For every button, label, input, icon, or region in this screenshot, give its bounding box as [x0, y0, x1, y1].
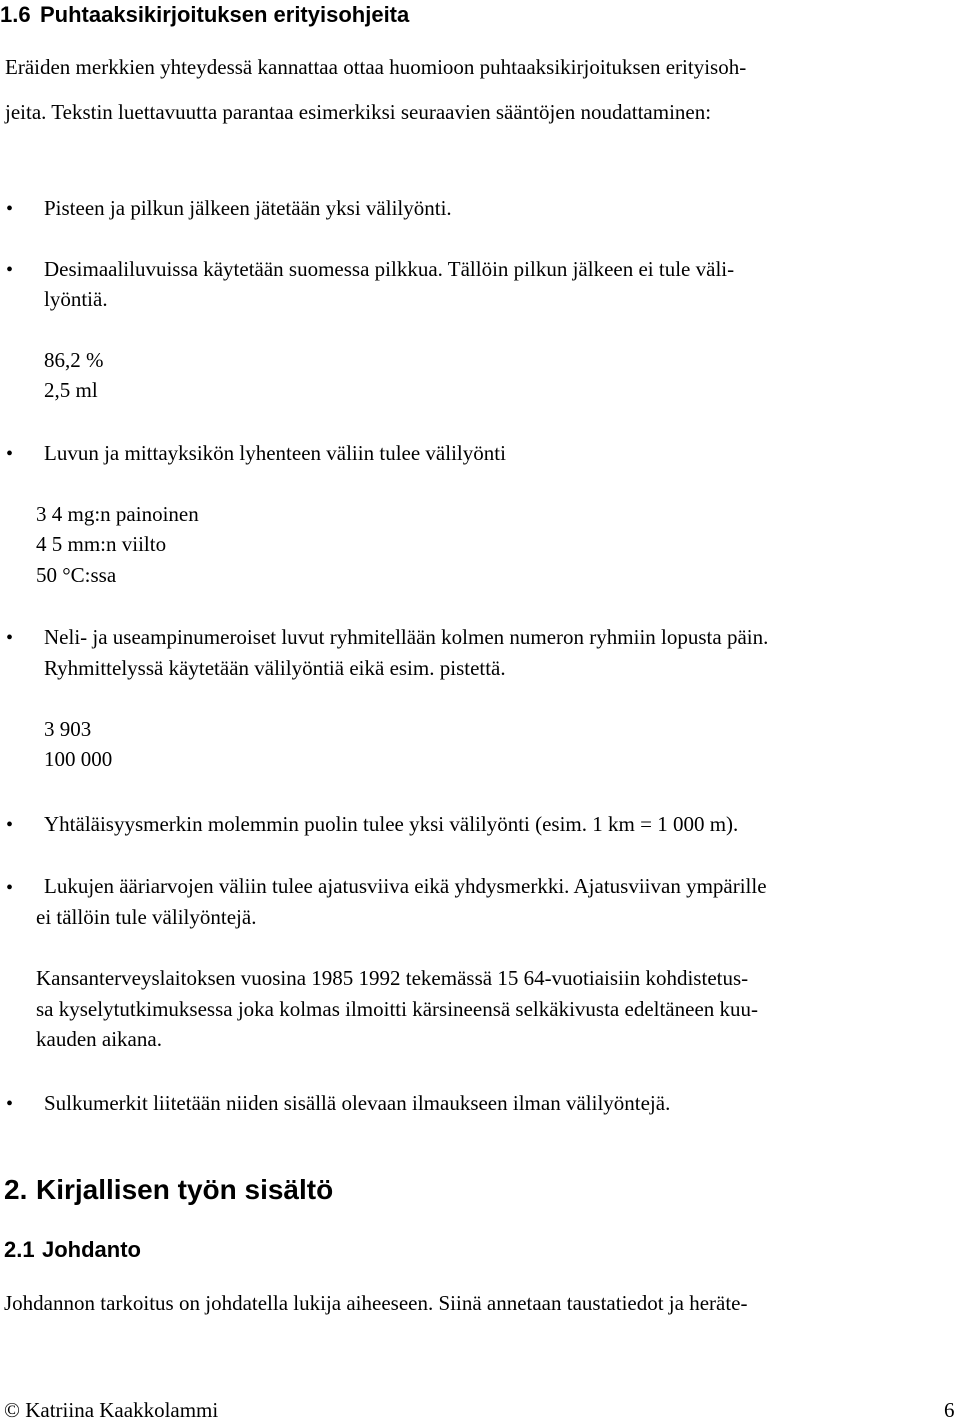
rule-7: Sulkumerkit liitetään niiden sisällä olevaan ilmaukseen ilman välilyöntejä. [44, 1091, 671, 1115]
bullet-icon: • [6, 443, 14, 465]
example-line: sa kyselytutkimuksessa joka kolmas ilmoitti kärsineensä selkäkivusta edeltäneen kuu- [36, 997, 759, 1021]
bullet-icon: • [6, 1093, 14, 1115]
bullet-icon: • [6, 198, 14, 220]
bullet-icon: • [6, 259, 14, 281]
example-line: 86,2 % [44, 348, 104, 372]
example-line: 3 4 mg:n painoinen [36, 502, 199, 526]
rule-5: Yhtäläisyysmerkin molemmin puolin tulee yksi välilyönti (esim. 1 km = 1 000 m). [44, 812, 739, 836]
example-line: kauden aikana. [36, 1027, 162, 1051]
bullet-icon: • [6, 877, 14, 899]
section-number: 1.6 [0, 2, 31, 27]
example-line: 2,5 ml [44, 378, 98, 402]
johdanto-paragraph: Johdannon tarkoitus on johdatella lukija aiheeseen. Siinä annetaan taustatiedot ja heräte- [4, 1291, 748, 1315]
bullet-icon: • [6, 814, 14, 836]
chapter-number: 2. [4, 1174, 28, 1205]
example-line: 4 5 mm:n viilto [36, 532, 167, 556]
example-line: 3 903 [44, 717, 92, 741]
rule-6-line-1: Lukujen ääriarvojen väliin tulee ajatusviiva eikä yhdysmerkki. Ajatusviivan ympärille [44, 874, 767, 898]
rule-6-line-2: ei tällöin tule välilyöntejä. [36, 905, 257, 929]
rule-1: Pisteen ja pilkun jälkeen jätetään yksi välilyönti. [44, 196, 452, 220]
section-title: Johdanto [42, 1237, 141, 1262]
bullet-icon: • [6, 627, 14, 649]
rule-2-line-1: Desimaaliluvuissa käytetään suomessa pilkkua. Tällöin pilkun jälkeen ei tule väli- [44, 257, 735, 281]
section-heading-2-1 [4, 1237, 141, 1263]
rule-4-line-1: Neli- ja useampinumeroiset luvut ryhmitellään kolmen numeron ryhmiin lopusta päin. [44, 625, 769, 649]
example-line: 100 000 [44, 747, 113, 771]
example-line: Kansanterveyslaitoksen vuosina 1985 1992 tekemässä 15 64-vuotiaisiin kohdistetus- [36, 966, 749, 990]
rule-2-line-2: lyöntiä. [44, 287, 108, 311]
example-line: 50 °C:ssa [36, 563, 117, 587]
section-heading-1-6 [0, 2, 409, 28]
section-number: 2.1 [4, 1237, 35, 1262]
chapter-title: Kirjallisen työn sisältö [36, 1174, 334, 1205]
section-title: Puhtaaksikirjoituksen erityisohjeita [40, 2, 410, 27]
rule-4-line-2: Ryhmittelyssä käytetään välilyöntiä eikä esim. pistettä. [44, 656, 506, 680]
page-number: 6 [944, 1398, 955, 1422]
intro-line-1: Eräiden merkkien yhteydessä kannattaa ottaa huomioon puhtaaksikirjoituksen erityisoh- [5, 55, 747, 79]
rule-3: Luvun ja mittayksikön lyhenteen väliin tulee välilyönti [44, 441, 506, 465]
footer-author: © Katriina Kaakkolammi [4, 1398, 219, 1422]
chapter-heading-2 [4, 1174, 333, 1206]
intro-line-2: jeita. Tekstin luettavuutta parantaa esimerkiksi seuraavien sääntöjen noudattaminen: [5, 100, 712, 124]
